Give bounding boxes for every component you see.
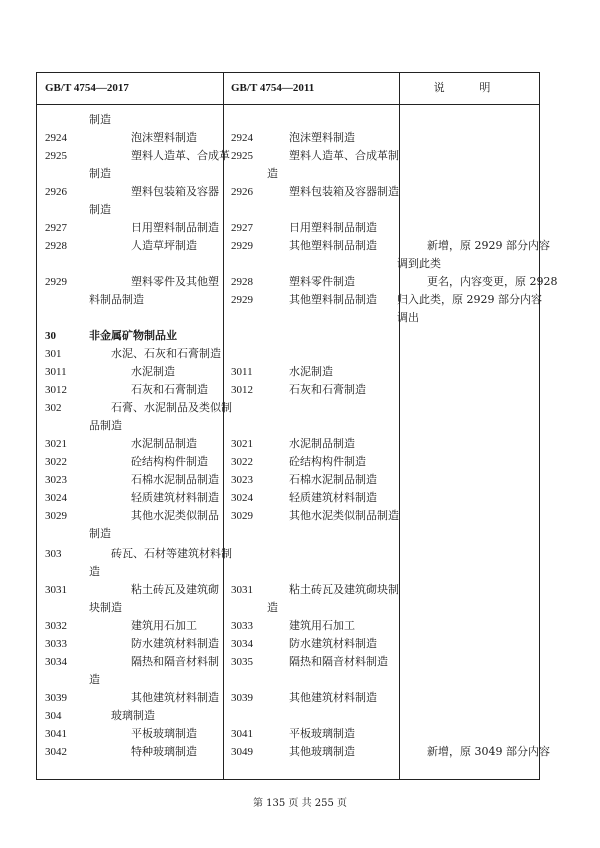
cell-text: 其他水泥类似制品	[131, 509, 219, 522]
class-code: 302	[45, 402, 62, 414]
class-code: 3034	[45, 656, 67, 668]
class-code: 3031	[45, 584, 67, 596]
class-code: 3042	[45, 746, 67, 758]
classification-table	[36, 72, 558, 780]
cell-text: 石棉水泥制品制造	[131, 473, 219, 486]
cell-text: 新增，原 3049 部分内容	[427, 745, 550, 758]
cell-text: 塑料零件及其他塑	[131, 275, 219, 288]
cell-text: 水泥制造	[131, 365, 175, 378]
class-code: 2928	[45, 240, 67, 252]
class-code: 2924	[231, 132, 253, 144]
cell-text: 其他建筑材料制造	[289, 691, 377, 704]
class-code: 3022	[45, 456, 67, 468]
class-code: 2926	[45, 186, 67, 198]
class-code: 2928	[231, 276, 253, 288]
class-code: 303	[45, 548, 62, 560]
cell-text: 石灰和石膏制造	[131, 383, 208, 396]
class-code: 3011	[45, 366, 67, 378]
class-code: 301	[45, 348, 62, 360]
class-code: 2925	[45, 150, 67, 162]
class-code: 2927	[45, 222, 67, 234]
cell-text: 塑料零件制造	[289, 275, 355, 288]
cell-text: 石膏、水泥制品及类似制	[111, 401, 232, 414]
class-code: 3034	[231, 638, 253, 650]
class-code: 2926	[231, 186, 253, 198]
cell-text: 非金属矿物制品业	[89, 329, 177, 342]
cell-text: 造	[267, 167, 278, 180]
class-code: 3021	[45, 438, 67, 450]
cell-text: 其他塑料制品制造	[289, 293, 377, 306]
class-code: 3041	[231, 728, 253, 740]
cell-text: 其他塑料制品制造	[289, 239, 377, 252]
cell-text: 调出	[397, 311, 419, 324]
cell-text: 平板玻璃制造	[131, 727, 197, 740]
cell-text: 粘土砖瓦及建筑砌	[131, 583, 219, 596]
class-code: 3012	[231, 384, 253, 396]
cell-text: 砼结构构件制造	[289, 455, 366, 468]
cell-text: 调到此类	[397, 257, 441, 270]
cell-text: 建筑用石加工	[131, 619, 197, 632]
cell-text: 泡沫塑料制造	[289, 131, 355, 144]
cell-text: 品制造	[89, 419, 122, 432]
cell-text: 水泥制品制造	[131, 437, 197, 450]
cell-text: 防水建筑材料制造	[131, 637, 219, 650]
class-code: 3031	[231, 584, 253, 596]
class-code: 3029	[231, 510, 253, 522]
class-code: 3024	[231, 492, 253, 504]
cell-text: 建筑用石加工	[289, 619, 355, 632]
cell-text: 日用塑料制品制造	[131, 221, 219, 234]
header-notes: 说 明	[433, 82, 507, 94]
class-code: 2929	[231, 240, 253, 252]
cell-text: 新增，原 2929 部分内容	[427, 239, 550, 252]
cell-text: 粘土砖瓦及建筑砌块制	[289, 583, 399, 596]
class-code: 3035	[231, 656, 253, 668]
cell-text: 其他建筑材料制造	[131, 691, 219, 704]
cell-text: 塑料人造革、合成革制	[289, 149, 399, 162]
cell-text: 日用塑料制品制造	[289, 221, 377, 234]
cell-text: 特种玻璃制造	[131, 745, 197, 758]
cell-text: 塑料人造革、合成革	[131, 149, 230, 162]
cell-text: 料制品制造	[89, 293, 144, 306]
cell-text: 归入此类，原 2929 部分内容	[397, 293, 542, 306]
cell-text: 块制造	[89, 601, 122, 614]
cell-text: 隔热和隔音材料制造	[289, 655, 388, 668]
class-code: 3012	[45, 384, 67, 396]
class-code: 3021	[231, 438, 253, 450]
class-code: 2925	[231, 150, 253, 162]
cell-text: 轻质建筑材料制造	[131, 491, 219, 504]
class-code: 3023	[231, 474, 253, 486]
class-code: 3022	[231, 456, 253, 468]
cell-text: 平板玻璃制造	[289, 727, 355, 740]
header-divider	[37, 104, 539, 105]
page-number: 第 135 页 共 255 页	[252, 798, 348, 809]
cell-text: 玻璃制造	[111, 709, 155, 722]
cell-text: 造	[89, 673, 100, 686]
cell-text: 石灰和石膏制造	[289, 383, 366, 396]
cell-text: 制造	[89, 167, 111, 180]
cell-text: 制造	[89, 113, 111, 126]
cell-text: 水泥、石灰和石膏制造	[111, 347, 221, 360]
class-code: 2929	[45, 276, 67, 288]
class-code: 3049	[231, 746, 253, 758]
class-code: 3011	[231, 366, 253, 378]
class-code: 2929	[231, 294, 253, 306]
class-code: 3033	[45, 638, 67, 650]
cell-text: 造	[89, 565, 100, 578]
class-code: 3039	[231, 692, 253, 704]
class-code: 3033	[231, 620, 253, 632]
class-code: 3032	[45, 620, 67, 632]
cell-text: 泡沫塑料制造	[131, 131, 197, 144]
cell-text: 水泥制品制造	[289, 437, 355, 450]
column-divider	[399, 73, 400, 779]
cell-text: 隔热和隔音材料制	[131, 655, 219, 668]
cell-text: 塑料包装箱及容器	[131, 185, 219, 198]
class-code: 3041	[45, 728, 67, 740]
class-code: 2924	[45, 132, 67, 144]
class-code: 304	[45, 710, 62, 722]
cell-text: 制造	[89, 203, 111, 216]
header-gbt-2011: GB/T 4754—2011	[231, 82, 315, 94]
cell-text: 制造	[89, 527, 111, 540]
cell-text: 水泥制造	[289, 365, 333, 378]
header-gbt-2017: GB/T 4754—2017	[45, 82, 129, 94]
class-code: 3039	[45, 692, 67, 704]
cell-text: 人造草坪制造	[131, 239, 197, 252]
cell-text: 其他水泥类似制品制造	[289, 509, 399, 522]
cell-text: 砖瓦、石材等建筑材料制	[111, 547, 232, 560]
cell-text: 石棉水泥制品制造	[289, 473, 377, 486]
class-code: 2927	[231, 222, 253, 234]
cell-text: 造	[267, 601, 278, 614]
cell-text: 塑料包装箱及容器制造	[289, 185, 399, 198]
class-code: 3023	[45, 474, 67, 486]
cell-text: 更名，内容变更，原 2928	[427, 275, 558, 288]
column-divider	[223, 73, 224, 779]
cell-text: 防水建筑材料制造	[289, 637, 377, 650]
cell-text: 其他玻璃制造	[289, 745, 355, 758]
class-code: 3024	[45, 492, 67, 504]
class-code: 30	[45, 330, 56, 342]
cell-text: 轻质建筑材料制造	[289, 491, 377, 504]
cell-text: 砼结构构件制造	[131, 455, 208, 468]
class-code: 3029	[45, 510, 67, 522]
